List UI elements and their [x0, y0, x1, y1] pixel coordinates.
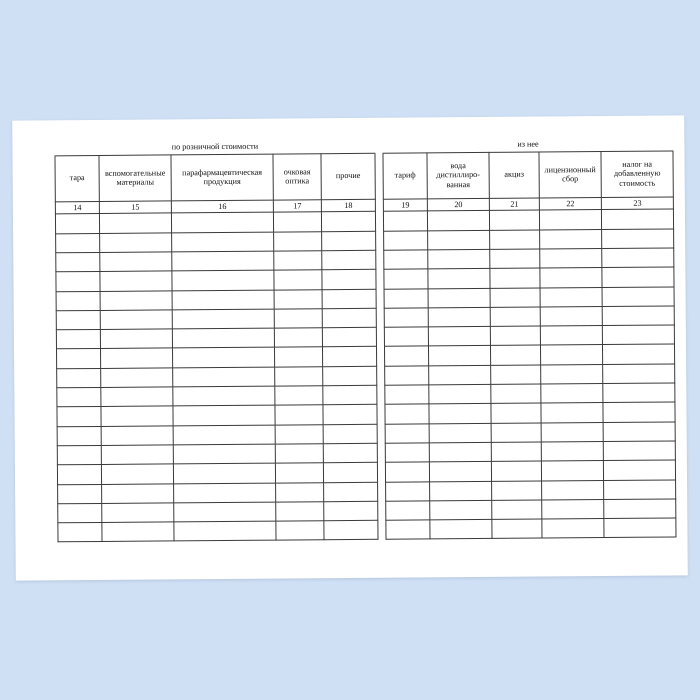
data-cell[interactable]: [429, 384, 491, 404]
column-title-line: вспомогательные: [104, 167, 166, 178]
data-cell[interactable]: [57, 368, 101, 388]
data-cell-spacer: [377, 462, 385, 481]
data-cell-spacer: [378, 501, 386, 520]
data-cell[interactable]: [100, 290, 172, 310]
column-title-tariff: [383, 153, 427, 199]
data-cell[interactable]: [324, 482, 378, 502]
data-cell[interactable]: [57, 387, 101, 407]
data-cell[interactable]: [602, 325, 674, 345]
data-cell[interactable]: [55, 214, 99, 234]
data-cell[interactable]: [490, 326, 540, 346]
column-title-line: сбор: [562, 174, 579, 184]
data-cell[interactable]: [173, 463, 275, 483]
data-cell[interactable]: [324, 501, 378, 521]
column-title-other: [321, 153, 375, 199]
data-cell[interactable]: [429, 462, 491, 482]
data-cell-spacer: [377, 366, 385, 385]
data-cell[interactable]: [603, 460, 675, 480]
data-cell[interactable]: [539, 210, 601, 230]
data-cell[interactable]: [274, 328, 322, 348]
data-cell[interactable]: [275, 463, 323, 483]
data-cell[interactable]: [541, 461, 603, 481]
data-cell[interactable]: [56, 272, 100, 292]
column-title-value-added-tax: [601, 151, 673, 198]
data-cell[interactable]: [56, 233, 100, 253]
data-cell[interactable]: [323, 462, 377, 482]
data-cell[interactable]: [428, 327, 490, 347]
data-cell[interactable]: [540, 268, 602, 288]
data-cell[interactable]: [386, 520, 430, 540]
data-cell[interactable]: [173, 405, 275, 425]
data-cell[interactable]: [602, 306, 674, 326]
data-cell[interactable]: [540, 248, 602, 268]
data-cell[interactable]: [324, 520, 378, 540]
data-cell[interactable]: [429, 404, 491, 424]
data-cell[interactable]: [323, 385, 377, 405]
data-cell[interactable]: [322, 231, 376, 251]
paper-sheet: [12, 115, 688, 580]
data-cell[interactable]: [101, 368, 173, 388]
data-cell[interactable]: [428, 230, 490, 250]
data-cell[interactable]: [541, 441, 603, 461]
data-cell[interactable]: [489, 210, 539, 230]
column-title-distilled-water: [427, 152, 489, 198]
data-cell[interactable]: [173, 425, 275, 445]
data-cell[interactable]: [101, 464, 173, 484]
data-cell[interactable]: [172, 251, 274, 271]
data-cell[interactable]: [491, 345, 541, 365]
data-cell[interactable]: [383, 211, 427, 231]
data-cell[interactable]: [385, 346, 429, 366]
data-cell[interactable]: [57, 445, 101, 465]
data-cell[interactable]: [322, 308, 376, 328]
data-cell[interactable]: [58, 523, 102, 543]
data-cell[interactable]: [540, 326, 602, 346]
data-cell-spacer: [376, 231, 384, 250]
data-cell[interactable]: [430, 500, 492, 520]
data-cell[interactable]: [172, 270, 274, 290]
data-cell[interactable]: [322, 327, 376, 347]
column-title-line: акциз: [504, 169, 525, 180]
data-cell[interactable]: [276, 521, 324, 541]
data-cell[interactable]: [542, 480, 604, 500]
column-title-line: тара: [69, 173, 85, 183]
data-cell[interactable]: [492, 480, 542, 500]
data-cell[interactable]: [604, 518, 676, 538]
data-cell[interactable]: [172, 348, 274, 368]
column-title-excise: [489, 152, 539, 198]
data-cell[interactable]: [101, 445, 173, 465]
data-cell-spacer: [377, 405, 385, 424]
data-cell[interactable]: [323, 424, 377, 444]
data-cell[interactable]: [172, 309, 274, 329]
data-cell[interactable]: [542, 499, 604, 519]
column-number-15: 15: [99, 201, 171, 214]
data-cell[interactable]: [57, 349, 101, 369]
data-cell[interactable]: [602, 286, 674, 306]
data-cell[interactable]: [491, 423, 541, 443]
data-cell[interactable]: [427, 211, 489, 231]
column-title-eyewear-optics: [273, 153, 321, 199]
data-cell[interactable]: [491, 365, 541, 385]
data-cell[interactable]: [274, 270, 322, 290]
data-cell[interactable]: [602, 248, 674, 268]
data-cell[interactable]: [386, 501, 430, 521]
data-cell[interactable]: [490, 307, 540, 327]
column-title-line: вода: [450, 160, 466, 170]
data-cell[interactable]: [273, 212, 321, 232]
data-cell[interactable]: [430, 519, 492, 539]
data-cell[interactable]: [100, 233, 172, 253]
data-cell[interactable]: [491, 461, 541, 481]
data-cell[interactable]: [603, 422, 675, 442]
data-cell[interactable]: [541, 422, 603, 442]
data-cell[interactable]: [492, 500, 542, 520]
table-row[interactable]: [58, 518, 676, 542]
column-title-license-fee: [539, 151, 601, 197]
data-cell[interactable]: [172, 328, 274, 348]
column-title-line: добавленную: [613, 168, 661, 179]
data-cell[interactable]: [173, 444, 275, 464]
data-cell[interactable]: [321, 212, 375, 232]
data-cell[interactable]: [604, 499, 676, 519]
data-cell[interactable]: [429, 346, 491, 366]
data-cell[interactable]: [428, 288, 490, 308]
data-cell[interactable]: [490, 230, 540, 250]
data-cell-spacer: [378, 520, 386, 539]
data-cell-spacer: [377, 424, 385, 443]
data-cell[interactable]: [274, 289, 322, 309]
data-cell[interactable]: [542, 519, 604, 539]
data-cell[interactable]: [429, 365, 491, 385]
column-title-parapharmaceutical-products: [171, 154, 273, 201]
data-cell[interactable]: [386, 481, 430, 501]
data-cell[interactable]: [56, 252, 100, 272]
data-cell[interactable]: [276, 502, 324, 522]
column-number-21: 21: [489, 198, 539, 211]
data-cell[interactable]: [102, 503, 174, 523]
data-cell[interactable]: [603, 402, 675, 422]
data-cell-spacer: [376, 289, 384, 308]
data-cell[interactable]: [275, 366, 323, 386]
column-title-line: налог на: [622, 159, 652, 169]
data-cell[interactable]: [428, 269, 490, 289]
column-number-14: 14: [55, 201, 99, 214]
data-cell[interactable]: [100, 310, 172, 330]
data-cell[interactable]: [490, 268, 540, 288]
data-cell[interactable]: [384, 288, 428, 308]
data-cell-spacer: [377, 385, 385, 404]
data-cell[interactable]: [173, 367, 275, 387]
data-cell[interactable]: [540, 306, 602, 326]
data-cell[interactable]: [57, 426, 101, 446]
column-title-line: продукция: [203, 177, 241, 187]
data-cell[interactable]: [541, 384, 603, 404]
data-cell[interactable]: [322, 250, 376, 270]
data-cell-spacer: [375, 212, 383, 231]
group-header-retail-cost: по розничной стоимости: [55, 140, 375, 156]
data-cell[interactable]: [603, 441, 675, 461]
column-number-23: 23: [601, 197, 673, 210]
column-title-line: лицензионный: [544, 164, 596, 174]
data-cell-spacer: [378, 482, 386, 501]
data-cell[interactable]: [384, 269, 428, 289]
data-cell[interactable]: [174, 483, 276, 503]
data-cell[interactable]: [323, 405, 377, 425]
data-cell[interactable]: [604, 479, 676, 499]
data-cell-spacer: [377, 443, 385, 462]
data-cell[interactable]: [429, 442, 491, 462]
data-cell[interactable]: [490, 249, 540, 269]
column-number-16: 16: [171, 200, 273, 213]
column-number-18: 18: [321, 199, 375, 212]
data-cell[interactable]: [384, 327, 428, 347]
column-title-tara: [55, 155, 99, 201]
data-cell[interactable]: [384, 250, 428, 270]
data-cell[interactable]: [275, 386, 323, 406]
data-cell[interactable]: [56, 310, 100, 330]
data-cell[interactable]: [99, 213, 171, 233]
data-cell[interactable]: [540, 229, 602, 249]
column-number-22: 22: [539, 197, 601, 210]
data-cell[interactable]: [322, 289, 376, 309]
data-cell[interactable]: [172, 232, 274, 252]
column-title-line: парафармацевтическая: [182, 167, 263, 177]
form-table-wrapper: [54, 138, 661, 543]
group-header-spacer: [375, 140, 383, 153]
data-cell[interactable]: [541, 403, 603, 423]
data-cell[interactable]: [275, 405, 323, 425]
data-cell[interactable]: [101, 426, 173, 446]
data-cell[interactable]: [491, 442, 541, 462]
data-cell-spacer: [376, 327, 384, 346]
data-cell[interactable]: [173, 386, 275, 406]
data-cell-spacer: [377, 347, 385, 366]
data-cell[interactable]: [603, 383, 675, 403]
data-cell[interactable]: [385, 385, 429, 405]
data-cell[interactable]: [384, 308, 428, 328]
data-cell[interactable]: [274, 309, 322, 329]
data-cell[interactable]: [428, 249, 490, 269]
data-cell[interactable]: [603, 344, 675, 364]
data-cell[interactable]: [323, 443, 377, 463]
data-cell[interactable]: [58, 484, 102, 504]
data-cell[interactable]: [603, 364, 675, 384]
data-cell[interactable]: [275, 444, 323, 464]
column-title-line: тариф: [394, 170, 416, 180]
data-cell[interactable]: [102, 522, 174, 542]
data-cell[interactable]: [490, 288, 540, 308]
data-cell[interactable]: [58, 503, 102, 523]
column-title-line: очковая: [283, 166, 311, 177]
data-cell[interactable]: [541, 364, 603, 384]
group-header-of-which: из нее: [383, 137, 673, 152]
column-title-row: [55, 151, 673, 202]
data-cell[interactable]: [385, 423, 429, 443]
data-cell[interactable]: [100, 329, 172, 349]
data-cell[interactable]: [491, 403, 541, 423]
data-cell[interactable]: [56, 291, 100, 311]
column-number-20: 20: [427, 198, 489, 211]
data-cell[interactable]: [101, 406, 173, 426]
data-cell[interactable]: [276, 482, 324, 502]
data-cell[interactable]: [602, 229, 674, 249]
data-cell[interactable]: [323, 366, 377, 386]
data-cell[interactable]: [602, 267, 674, 287]
data-cell[interactable]: [274, 347, 322, 367]
data-cell-spacer: [376, 308, 384, 327]
column-number-spacer: [375, 199, 383, 212]
column-number-17: 17: [273, 199, 321, 212]
data-cell[interactable]: [540, 287, 602, 307]
data-cell[interactable]: [384, 231, 428, 251]
data-cell[interactable]: [274, 251, 322, 271]
data-cell[interactable]: [541, 345, 603, 365]
column-number-19: 19: [383, 199, 427, 212]
data-cell[interactable]: [385, 366, 429, 386]
data-cell[interactable]: [100, 271, 172, 291]
column-title-auxiliary-materials: [99, 155, 171, 202]
data-cell[interactable]: [57, 407, 101, 427]
data-cell[interactable]: [275, 424, 323, 444]
data-cell[interactable]: [430, 481, 492, 501]
data-cell[interactable]: [428, 307, 490, 327]
column-title-line: прочие: [335, 171, 361, 181]
data-cell-spacer: [376, 269, 384, 288]
data-cell[interactable]: [385, 443, 429, 463]
data-cell[interactable]: [171, 212, 273, 232]
column-title-line: ванная: [446, 180, 471, 190]
data-cell[interactable]: [102, 483, 174, 503]
data-cell[interactable]: [101, 387, 173, 407]
data-cell[interactable]: [56, 330, 100, 350]
accounting-form-table: [54, 137, 676, 542]
data-cell[interactable]: [174, 521, 276, 541]
data-cell-spacer: [376, 250, 384, 269]
data-cell[interactable]: [100, 252, 172, 272]
column-title-line: стоимость: [619, 178, 656, 188]
data-cell[interactable]: [601, 209, 673, 229]
data-cell[interactable]: [322, 347, 376, 367]
column-title-line: материалы: [116, 177, 154, 188]
data-cell[interactable]: [322, 270, 376, 290]
form-table-body: [55, 137, 676, 542]
column-title-line: дистиллиро-: [436, 170, 481, 180]
data-cell[interactable]: [385, 462, 429, 482]
data-cell[interactable]: [492, 519, 542, 539]
column-title-line: оптика: [285, 176, 310, 186]
data-cell[interactable]: [172, 290, 274, 310]
data-cell[interactable]: [57, 465, 101, 485]
data-cell[interactable]: [174, 502, 276, 522]
data-cell[interactable]: [429, 423, 491, 443]
data-cell[interactable]: [491, 384, 541, 404]
data-cell[interactable]: [274, 231, 322, 251]
data-cell[interactable]: [100, 348, 172, 368]
data-cell[interactable]: [385, 404, 429, 424]
